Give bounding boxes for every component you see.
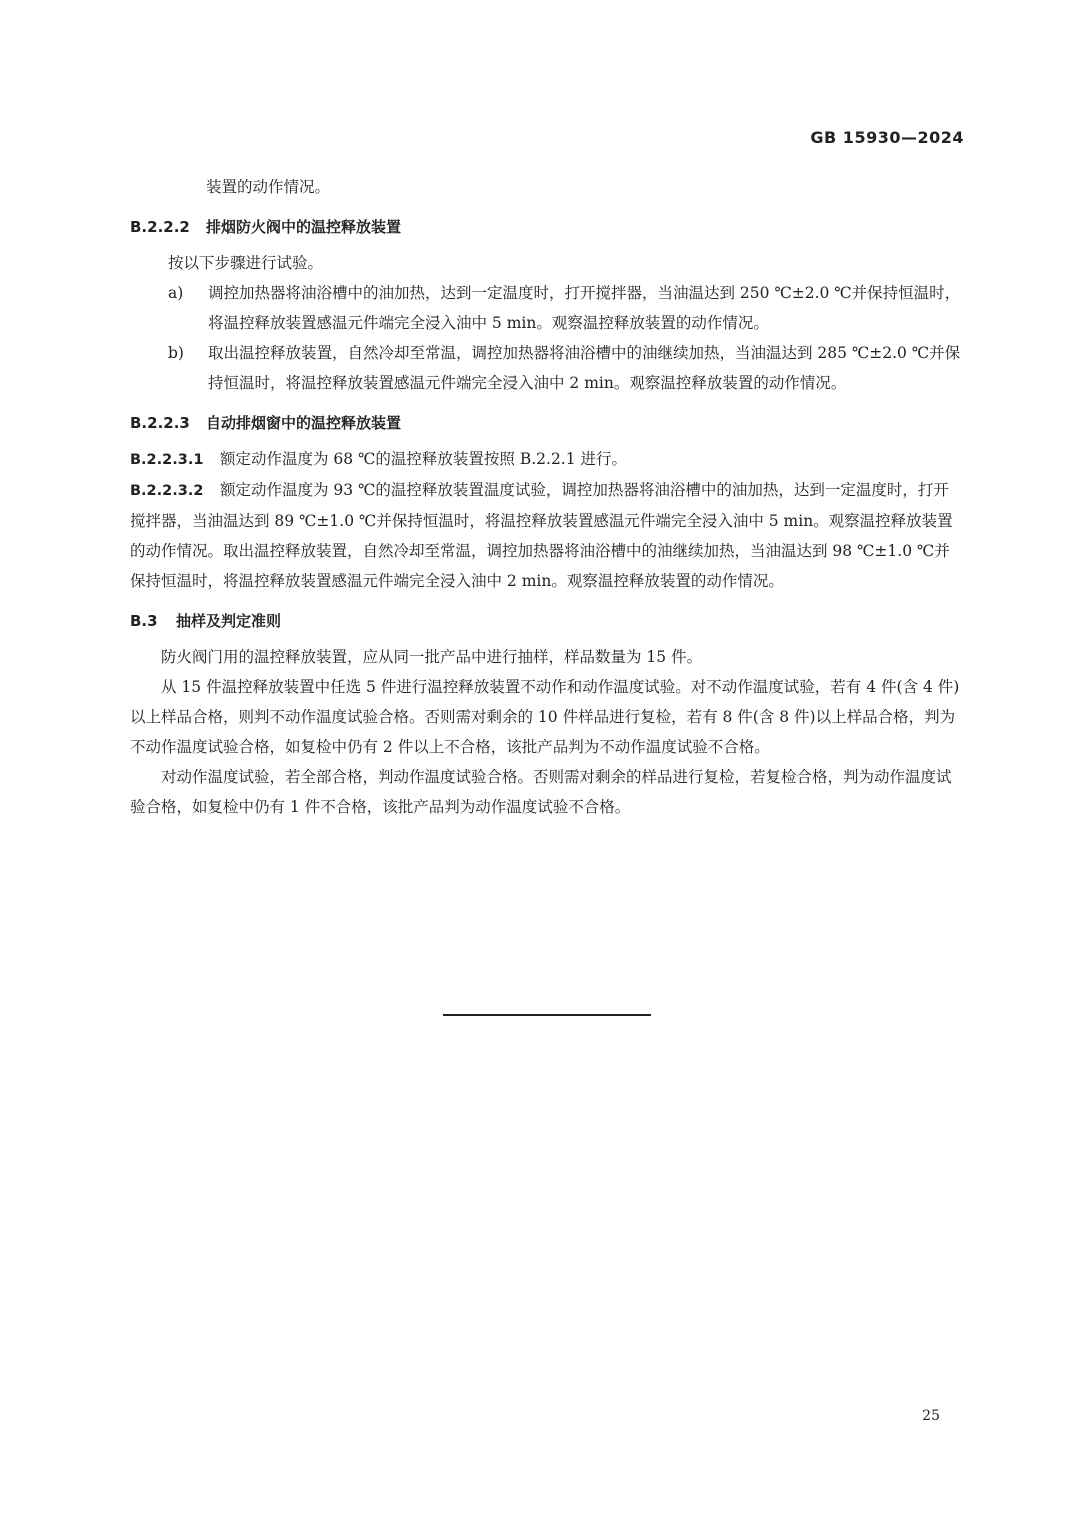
subsection-text: 额定动作温度为 68 ℃的温控释放装置按照 B.2.2.1 进行。 xyxy=(220,450,628,468)
subsection-number: B.2.2.3.1 xyxy=(130,452,204,468)
section-heading-b3 xyxy=(130,606,964,636)
list-marker: a) xyxy=(168,284,184,302)
subsection-text: 额定动作温度为 93 ℃的温控释放装置温度试验，调控加热器将油浴槽中的油加热，达到一定温度时，打开搅拌器，当油温达到 89 ℃±1.0 ℃并保持恒温时，将温控释放装置感温元件端完全浸入油中 5 min。观察温控释放装置的动作情况。取出温控释放装置，自然冷却至常温，调控加热器将油浴槽中的油继续加热，当油温达到 98 ℃±1.0 ℃并保持恒温时，将温控释放装置感温元件端完全浸入油中 2 min。观察温控释放装置的动作情况。 xyxy=(130,481,953,590)
section-lead: 按以下步骤进行试验。 xyxy=(168,254,324,272)
subsection-b2232 xyxy=(130,475,964,596)
subsection-number: B.2.2.3.2 xyxy=(130,483,204,499)
end-of-document-rule xyxy=(443,1014,651,1016)
continued-text: 装置的动作情况。 xyxy=(206,178,331,196)
standard-code: GB 15930—2024 xyxy=(810,128,964,147)
section-title: 排烟防火阀中的温控释放装置 xyxy=(206,218,402,236)
section-heading-b222 xyxy=(130,212,964,242)
paragraph: 对动作温度试验，若全部合格，判动作温度试验合格。否则需对剩余的样品进行复检，若复检合格，判为动作温度试验合格，如复检中仍有 1 件不合格，该批产品判为动作温度试验不合格。 xyxy=(130,768,952,816)
paragraph: 从 15 件温控释放装置中任选 5 件进行温控释放装置不动作和动作温度试验。对不动作温度试验，若有 4 件(含 4 件)以上样品合格，则判不动作温度试验合格。否则需对剩余的 10 件样品进行复检，若有 8 件(含 8 件)以上样品合格，判为不动作温度试验合格，如复检中仍有 2 件以上不合格，该批产品判为不动作温度试验不合格。 xyxy=(130,678,960,756)
section-title: 自动排烟窗中的温控释放装置 xyxy=(206,414,402,432)
list-item xyxy=(130,278,964,338)
paragraph: 防火阀门用的温控释放装置，应从同一批产品中进行抽样，样品数量为 15 件。 xyxy=(161,648,703,666)
list-item-text: 取出温控释放装置，自然冷却至常温，调控加热器将油浴槽中的油继续加热，当油温达到 285 ℃±2.0 ℃并保持恒温时，将温控释放装置感温元件端完全浸入油中 2 min。观察温控释放装置的动作情况。 xyxy=(208,344,961,392)
list-item-text: 调控加热器将油浴槽中的油加热，达到一定温度时，打开搅拌器，当油温达到 250 ℃±2.0 ℃并保持恒温时，将温控释放装置感温元件端完全浸入油中 5 min。观察温控释放装置的动作情况。 xyxy=(208,284,961,332)
section-number: B.2.2.3 xyxy=(130,414,190,432)
section-heading-b223 xyxy=(130,408,964,438)
section-title: 抽样及判定准则 xyxy=(176,612,282,630)
document-body xyxy=(130,172,964,822)
subsection-b2231 xyxy=(130,444,964,475)
section-number: B.2.2.2 xyxy=(130,218,190,236)
list-item xyxy=(130,338,964,398)
page-number: 25 xyxy=(922,1408,940,1424)
list-marker: b) xyxy=(168,344,184,362)
section-number: B.3 xyxy=(130,612,158,630)
